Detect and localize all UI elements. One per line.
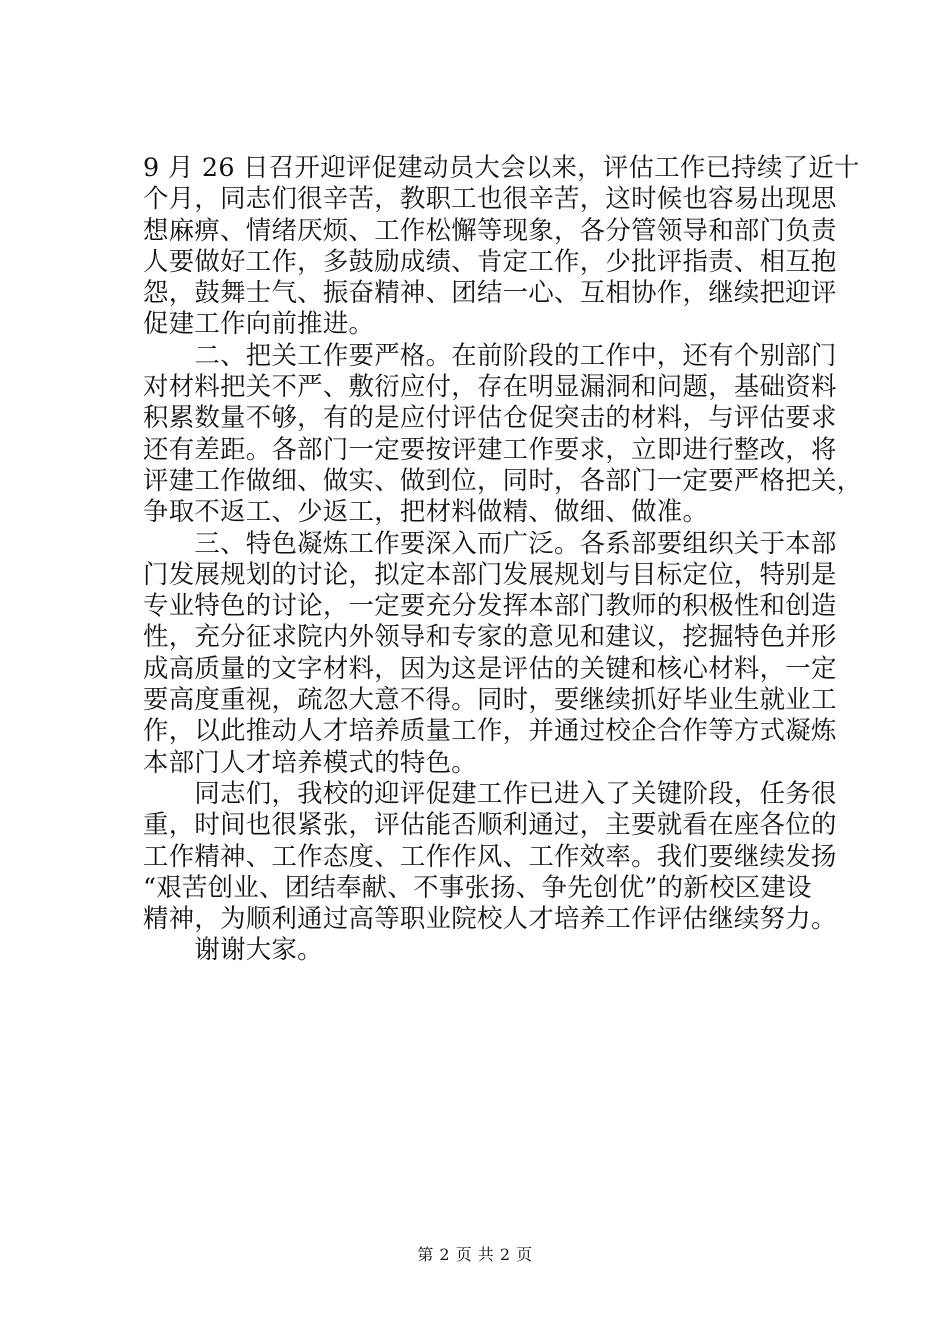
text-line: 评建工作做细、做实、做到位，同时，各部门一定要严格把关， <box>143 464 863 495</box>
text-line: 还有差距。各部门一定要按评建工作要求，立即进行整改，将 <box>143 433 837 464</box>
text-line: 个月，同志们很辛苦，教职工也很辛苦，这时候也容易出现思 <box>143 183 837 214</box>
text-line: 同志们，我校的迎评促建工作已进入了关键阶段，任务很 <box>143 777 837 808</box>
text-line: 性，充分征求院内外领导和专家的意见和建议，挖掘特色并形 <box>143 621 837 652</box>
text-line: 重，时间也很紧张，评估能否顺利通过，主要就看在座各位的 <box>143 809 837 840</box>
text-line: 想麻痹、情绪厌烦、工作松懈等现象，各分管领导和部门负责 <box>143 214 837 245</box>
text-line: “艰苦创业、团结奉献、不事张扬、争先创优”的新校区建设 <box>143 871 812 902</box>
text-line: 精神，为顺利通过高等职业院校人才培养工作评估继续努力。 <box>143 903 837 934</box>
text-line: 9 月 26 日召开迎评促建动员大会以来，评估工作已持续了近十 <box>143 152 860 182</box>
text-line: 工作精神、工作态度、工作作风、工作效率。我们要继续发扬 <box>143 840 837 871</box>
text-line: 人要做好工作，多鼓励成绩、肯定工作，少批评指责、相互抱 <box>143 245 837 276</box>
text-line: 怨，鼓舞士气、振奋精神、团结一心、互相协作，继续把迎评 <box>143 277 837 308</box>
text-line: 作，以此推动人才培养质量工作，并通过校企合作等方式凝炼 <box>143 715 837 746</box>
text-line: 本部门人才培养模式的特色。 <box>143 746 477 777</box>
text-line: 要高度重视，疏忽大意不得。同时，要继续抓好毕业生就业工 <box>143 684 837 715</box>
text-line: 谢谢大家。 <box>143 934 323 965</box>
text-line: 专业特色的讨论，一定要充分发挥本部门教师的积极性和创造 <box>143 590 837 621</box>
text-line: 二、把关工作要严格。在前阶段的工作中，还有个别部门 <box>143 339 837 370</box>
text-line: 争取不返工、少返工，把材料做精、做细、做准。 <box>143 496 709 527</box>
text-line: 门发展规划的讨论，拟定本部门发展规划与目标定位，特别是 <box>143 558 837 589</box>
text-line: 成高质量的文字材料，因为这是评估的关键和核心材料，一定 <box>143 652 837 683</box>
text-line: 促建工作向前推进。 <box>143 308 375 339</box>
page-footer <box>0 1245 950 1265</box>
document-body <box>143 152 863 966</box>
text-line: 三、特色凝炼工作要深入而广泛。各系部要组织关于本部 <box>143 527 837 558</box>
page-number: 第 2 页 共 2 页 <box>417 1245 533 1264</box>
text-line: 对材料把关不严、敷衍应付，存在明显漏洞和问题，基础资料 <box>143 371 837 402</box>
text-line: 积累数量不够，有的是应付评估仓促突击的材料，与评估要求 <box>143 402 837 433</box>
